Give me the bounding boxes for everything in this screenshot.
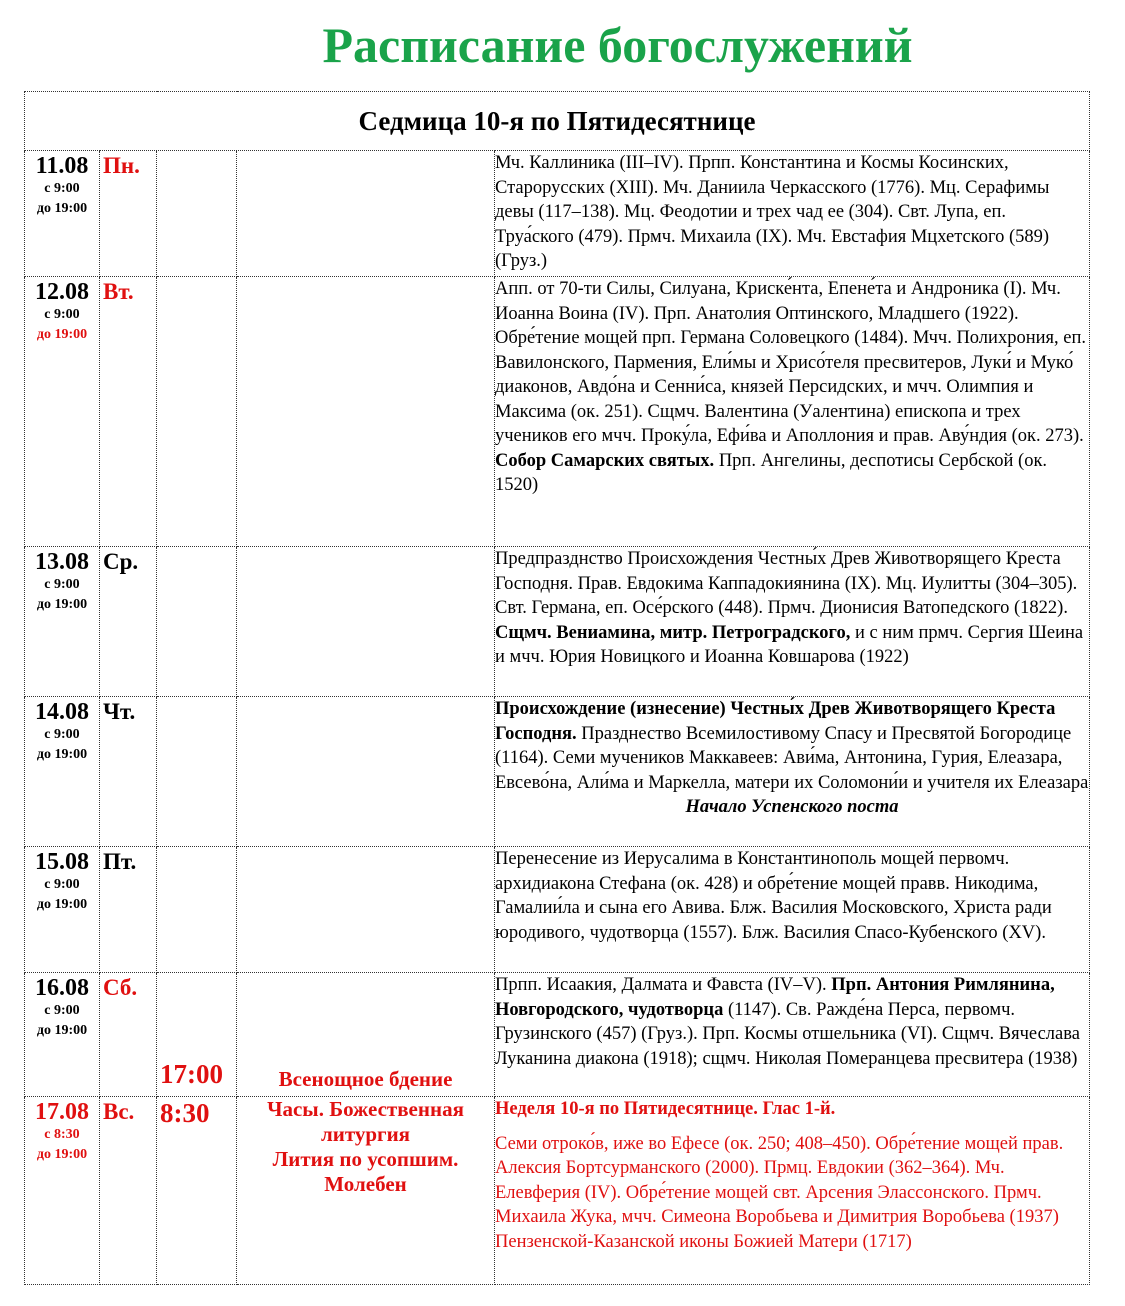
time-cell xyxy=(157,277,237,547)
service-cell xyxy=(237,697,495,847)
saints-text: Прпп. Исаакия, Далмата и Фавста (IV–V). xyxy=(495,975,832,995)
table-row xyxy=(25,547,1090,697)
dow-cell xyxy=(100,1097,157,1285)
open-from: с 9:00 xyxy=(44,577,80,592)
service-time: 8:30 xyxy=(160,1098,210,1128)
saints-text: (1147). Св. Ражде́на Перса, первомч. Грузинского (457) (Груз.). Прп. Космы отшельника (VI). Сщмч. Вячеслава Луканина диакона (1918); сщмч. Николая Померанцева пресвитера (1938) xyxy=(495,999,1080,1069)
saints-text: и с ним прмч. Сергия Шеина и мчч. Юрия Новицкого и Иоанна Ковшарова (1922) xyxy=(495,622,1084,667)
saints-text: Предпразднство Происхождения Честны́х Древ Животворящего Креста Господня. Прав. Евдокима Каппадокиянина (IX). Мц. Иулитты (304–305). Свт. Германа, еп. Осе́рского (448). Прмч. Дионисия Ватопедского (1822). xyxy=(495,549,1078,618)
week-heading: Седмица 10-я по Пятидесятнице xyxy=(25,92,1090,151)
table-row xyxy=(25,277,1090,547)
saints-cell xyxy=(495,547,1090,697)
icon-feast: Пензенской-Казанской иконы Божией Матери (1717) xyxy=(495,1231,912,1252)
service-name: Молебен xyxy=(324,1172,407,1196)
open-to: до 19:00 xyxy=(36,327,88,342)
saints-text: Апп. от 70-ти Силы, Силуана, Криске́нта, Епене́та и Андроника (I). Мч. Иоанна Воина (IV). Прп. Анатолия Оптинского, Младшего (1922). Обре́тение мощей прп. Германа Соловецкого (1484). Мчч. Полихрония, еп. Вавилонского, Пармения, Ели́мы и Хрисо́теля пресвитеров, Луки́ и Муко́ диаконов, Авдо́на и Сенни́са, князей Персидских, и мчч. Олимпия и Максима (ок. 251). Сщмч. Валентина (Уалентина) епископа и трех учеников его мчч. Проку́ла, Ефи́ва и Аполлония и прав. Аву́ндия (ок. 273). xyxy=(495,279,1086,446)
time-cell xyxy=(157,697,237,847)
day-date: 14.08 xyxy=(35,699,89,725)
open-from: с 9:00 xyxy=(44,1003,80,1018)
saints-text: Семи отроко́в, иже во Ефесе (ок. 250; 408–450). Обре́тение мощей прав. Алексия Бортсурманского (2000). Прмц. Евдокии (362–364). Мч. Елевферия (IV). Обре́тение мощей свт. Арсения Элассонского. Прмч. Михаила Жука, мчч. Симеона Воробьева и Димитрия Воробьева (1937) xyxy=(495,1133,1064,1227)
saints-text: Прп. Ангелины, деспотисы Сербской (ок. 1520) xyxy=(495,450,1048,495)
time-cell xyxy=(157,1097,237,1285)
open-from: с 9:00 xyxy=(44,181,80,196)
open-to: до 19:00 xyxy=(36,897,88,912)
service-name: Часы. Божественная литургия xyxy=(267,1097,464,1146)
page-title: Расписание богослужений xyxy=(322,17,913,73)
saints-text-bold: Происхождение (изнесение) Честны́х Древ Животворящего Креста Господня. xyxy=(495,699,1056,744)
dow-cell xyxy=(100,277,157,547)
time-cell xyxy=(157,973,237,1097)
table-row xyxy=(25,697,1090,847)
time-cell xyxy=(157,847,237,973)
sunday-heading: Неделя 10-я по Пятидесятнице. Глас 1-й. xyxy=(495,1099,836,1119)
saints-text-bold: Прп. Антония Римлянина, Новгородского, чудотворца xyxy=(495,975,1055,1020)
table-row xyxy=(25,847,1090,973)
date-cell xyxy=(25,973,100,1097)
day-of-week: Пн. xyxy=(103,153,140,178)
day-of-week: Ср. xyxy=(103,549,139,574)
open-to: до 19:00 xyxy=(36,747,88,762)
saints-text: Перенесение из Иерусалима в Константинополь мощей первомч. архидиакона Стефана (ок. 428) и обре́тение мощей правв. Никодима, Гамалии́ла и сына его Авива. Блж. Василия Московского, Христа ради юродивого, чудотворца (1557). Блж. Василия Спасо-Кубенского (XV). xyxy=(495,849,1052,943)
saints-cell xyxy=(495,277,1090,547)
saints-cell xyxy=(495,847,1090,973)
date-cell xyxy=(25,847,100,973)
saints-cell xyxy=(495,697,1090,847)
day-date: 15.08 xyxy=(35,849,89,875)
open-to: до 19:00 xyxy=(36,1023,88,1038)
service-name: Всенощное бдение xyxy=(278,1067,453,1091)
service-cell xyxy=(237,151,495,277)
saints-text-bold: Сщмч. Вениамина, митр. Петроградского, xyxy=(495,622,851,643)
date-cell xyxy=(25,547,100,697)
day-date: 13.08 xyxy=(35,549,89,575)
saints-text: Празднество Всемилостивому Спасу и Пресвятой Богородице (1164). Семи мучеников Маккавеев: Ави́ма, Антонина, Гурия, Елеазара, Евсево́на, Али́ма и Маркелла, матери их Соломони́и и учителя их Елеазара xyxy=(495,723,1089,793)
day-of-week: Сб. xyxy=(103,975,138,1000)
time-cell xyxy=(157,547,237,697)
open-from: с 8:30 xyxy=(44,1127,80,1142)
saints-cell xyxy=(495,151,1090,277)
day-of-week: Пт. xyxy=(103,849,137,874)
dow-cell xyxy=(100,547,157,697)
day-date: 17.08 xyxy=(35,1099,89,1125)
open-from: с 9:00 xyxy=(44,307,80,322)
dow-cell xyxy=(100,973,157,1097)
service-cell xyxy=(237,847,495,973)
saints-cell xyxy=(495,1097,1090,1285)
saints-text: Мч. Каллиника (III–IV). Прпп. Константина и Космы Косинских, Старорусских (XIII). Мч. Даниила Черкасского (1776). Мц. Серафимы девы (117–138). Мц. Феодотии и трех чад ее (304). Свт. Лупа, еп. Труа́ского (479). Прмч. Михаила (IX). Мч. Евстафия Мцхетского (589) (Груз.) xyxy=(495,153,1050,271)
dow-cell xyxy=(100,847,157,973)
dow-cell xyxy=(100,697,157,847)
saints-cell xyxy=(495,973,1090,1097)
table-row xyxy=(25,1097,1090,1285)
day-date: 16.08 xyxy=(35,975,89,1001)
open-to: до 19:00 xyxy=(36,201,88,216)
day-of-week: Вс. xyxy=(103,1099,135,1124)
date-cell xyxy=(25,697,100,847)
table-row xyxy=(25,973,1090,1097)
service-name: Лития по усопшим. xyxy=(272,1147,459,1171)
saints-text-bold: Собор Самарских святых. xyxy=(495,450,715,471)
date-cell xyxy=(25,151,100,277)
table-row xyxy=(25,151,1090,277)
open-to: до 19:00 xyxy=(36,597,88,612)
date-cell xyxy=(25,277,100,547)
day-date: 11.08 xyxy=(35,153,89,179)
date-cell xyxy=(25,1097,100,1285)
service-cell xyxy=(237,547,495,697)
schedule-table xyxy=(24,91,1090,1285)
open-to: до 19:00 xyxy=(36,1147,88,1162)
day-date: 12.08 xyxy=(35,279,89,305)
service-time: 17:00 xyxy=(160,1059,223,1089)
time-cell xyxy=(157,151,237,277)
day-of-week: Чт. xyxy=(103,699,136,724)
dow-cell xyxy=(100,151,157,277)
open-from: с 9:00 xyxy=(44,877,80,892)
service-cell xyxy=(237,277,495,547)
service-cell xyxy=(237,973,495,1097)
day-of-week: Вт. xyxy=(103,279,134,304)
service-cell xyxy=(237,1097,495,1285)
open-from: с 9:00 xyxy=(44,727,80,742)
fast-note: Начало Успенского поста xyxy=(685,797,899,817)
